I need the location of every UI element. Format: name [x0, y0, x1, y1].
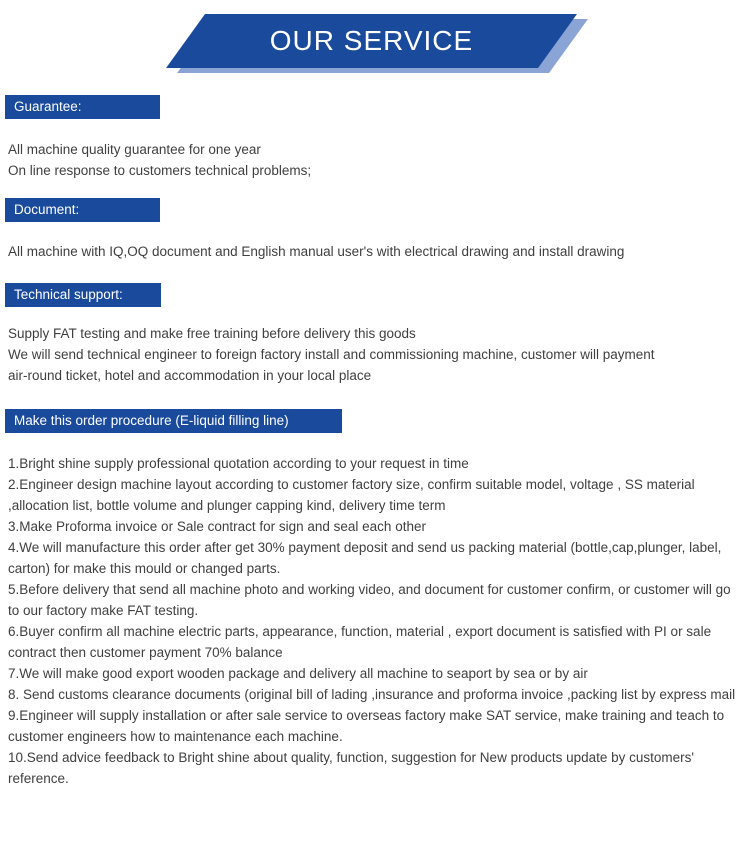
list-item: 9.Engineer will supply installation or after sale service to overseas factory make SAT service, make training and teach to customer engineers how to maintenance each machine.	[8, 708, 725, 744]
list-item: 8. Send customs clearance documents (original bill of lading ,insurance and proforma invoice ,packing list by express mail	[8, 687, 736, 702]
text-line: All machine with IQ,OQ document and English manual user's with electrical drawing and install drawing	[8, 244, 625, 259]
list-item: 6.Buyer confirm all machine electric parts, appearance, function, material , export document is satisfied with PI or sale contract then customer payment 70% balance	[8, 624, 712, 660]
list-item: 4.We will manufacture this order after get 30% payment deposit and send us packing material (bottle,cap,plunger, label, carton) for make this mould or changed parts.	[8, 540, 722, 576]
section-heading-document: Document:	[5, 198, 160, 222]
list-item: 2.Engineer design machine layout according to customer factory size, confirm suitable model, voltage , SS material ,allocation list, bottle volume and plunger capping kind, delivery time term	[8, 477, 695, 513]
section-heading-technical-support: Technical support:	[5, 283, 161, 307]
text-line: Supply FAT testing and make free training before delivery this goods	[8, 326, 416, 341]
guarantee-text	[8, 139, 745, 181]
service-banner	[205, 14, 577, 68]
section-heading-guarantee: Guarantee:	[5, 95, 160, 119]
list-item: 10.Send advice feedback to Bright shine about quality, function, suggestion for New products update by customers' reference.	[8, 750, 694, 786]
text-line: All machine quality guarantee for one year	[8, 142, 261, 157]
text-line: On line response to customers technical problems;	[8, 163, 312, 178]
text-line: air-round ticket, hotel and accommodation in your local place	[8, 368, 372, 383]
document-text	[8, 241, 745, 262]
list-item: 3.Make Proforma invoice or Sale contract for sign and seal each other	[8, 519, 426, 534]
section-heading-order-procedure: Make this order procedure (E-liquid filling line)	[5, 409, 342, 433]
list-item: 1.Bright shine supply professional quotation according to your request in time	[8, 456, 469, 471]
technical-support-text	[8, 323, 745, 386]
page-title: OUR SERVICE	[269, 25, 474, 56]
order-procedure-list	[8, 453, 745, 789]
text-line: We will send technical engineer to foreign factory install and commissioning machine, customer will payment	[8, 347, 655, 362]
list-item: 5.Before delivery that send all machine photo and working video, and document for customer confirm, or customer will go to our factory make FAT testing.	[8, 582, 731, 618]
list-item: 7.We will make good export wooden package and delivery all machine to seaport by sea or by air	[8, 666, 588, 681]
